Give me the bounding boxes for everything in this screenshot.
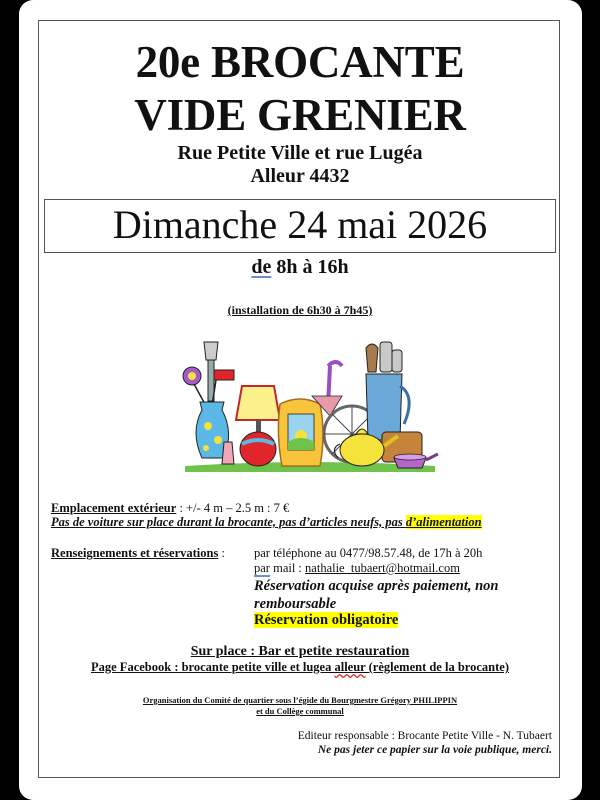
facebook-flagged-word: alleur <box>334 660 366 674</box>
event-hours <box>0 257 600 277</box>
organisation-line2: et du Collège communal <box>256 706 344 716</box>
rules-line <box>51 516 482 529</box>
renseignements-heading <box>51 547 225 560</box>
facebook-line <box>0 661 600 674</box>
reservation-note-line2: remboursable <box>254 596 337 612</box>
umbrella-icon <box>328 362 342 366</box>
title-line-2: VIDE GRENIER <box>134 90 466 140</box>
editeur-responsable: Editeur responsable : Brocante Petite Ville - N. Tubaert <box>297 730 552 742</box>
address-city: Alleur 4432 <box>250 165 350 187</box>
email-link[interactable]: nathalie_tubaert@hotmail.com <box>305 561 460 575</box>
organisation-line1: Organisation du Comité de quartier sous l’égide du Bourgmestre Grégory PHILIPPIN <box>142 695 458 705</box>
facebook-prefix: Page Facebook : brocante petite ville et lugea <box>91 660 335 674</box>
mallet-icon <box>214 370 234 380</box>
renseignements-colon: : <box>218 546 225 560</box>
teapot-icon <box>340 434 384 466</box>
mail-label: mail : <box>269 561 306 575</box>
rules-text: Pas de voiture sur place durant la brocante, pas d’articles neufs, pas <box>51 515 406 529</box>
mail-line <box>254 562 460 575</box>
rules-highlight: d’alimentation <box>405 515 482 529</box>
perfume-bottle-icon <box>222 442 234 464</box>
brocante-illustration <box>180 336 440 476</box>
reservation-mandatory <box>254 613 398 628</box>
title-line-1: 20e BROCANTE <box>135 37 465 87</box>
emplacement-label: Emplacement extérieur <box>51 501 177 515</box>
installation-hours: (installation de 6h30 à 7h45) <box>227 303 373 317</box>
sur-place-line: Sur place : Bar et petite restauration <box>190 644 410 659</box>
footer-note: Ne pas jeter ce papier sur la voie publique, merci. <box>317 744 552 756</box>
lamp-icon <box>236 386 280 420</box>
event-date: Dimanche 24 mai 2026 <box>44 199 556 253</box>
hours-prefix: de <box>251 256 272 278</box>
emplacement-value: : +/- 4 m – 2.5 m : 7 € <box>176 501 290 515</box>
facebook-suffix: (règlement de la brocante) <box>365 660 509 674</box>
address-street: Rue Petite Ville et rue Lugéa <box>177 142 423 164</box>
renseignements-label: Renseignements et réservations <box>51 546 219 560</box>
mandatory-highlight: Réservation obligatoire <box>254 612 399 628</box>
golf-bag-icon <box>366 344 378 372</box>
mail-prefix: par <box>254 561 270 575</box>
reservation-note-line1: Réservation acquise après paiement, non <box>254 578 499 594</box>
emplacement-line <box>51 502 289 515</box>
hours-range: 8h à 16h <box>271 256 349 278</box>
phone-line: par téléphone au 0477/98.57.48, de 17h à 20h <box>254 546 483 560</box>
